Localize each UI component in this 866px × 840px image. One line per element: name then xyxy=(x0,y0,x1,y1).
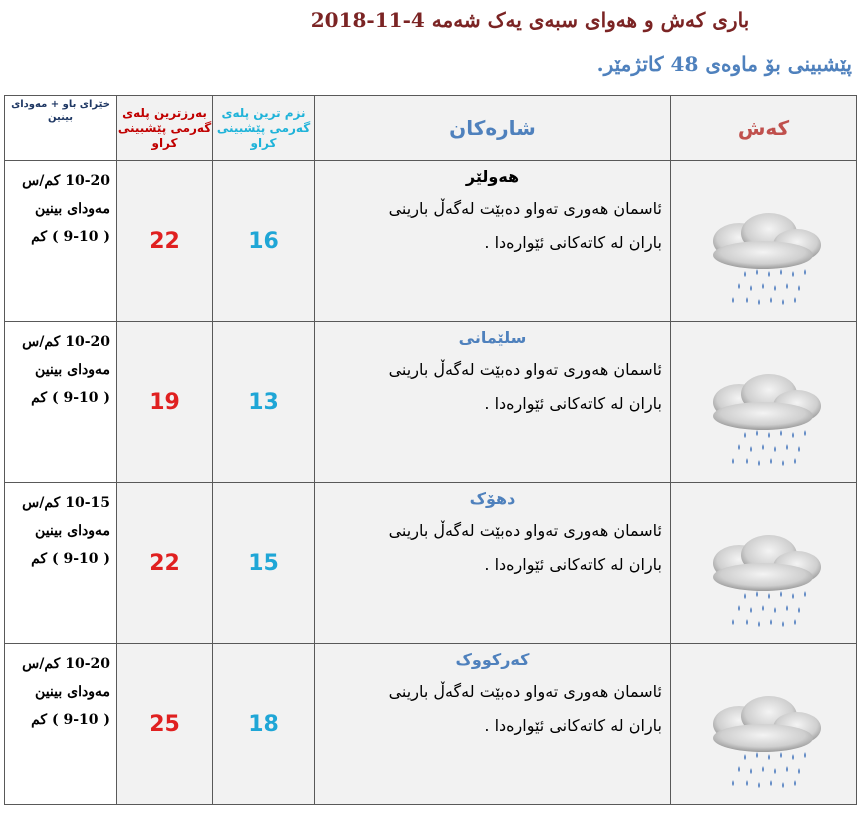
wind-visibility-header: خێرای باو + مەودای بینین xyxy=(5,96,117,161)
max-temp-value: 22 xyxy=(117,161,213,322)
forecast-line-1: ئاسمان هەوری تەواو دەبێت لەگەڵ بارینی xyxy=(388,199,662,218)
wind-speed: 10-20 کم/س xyxy=(22,173,110,189)
weather-header: کەش xyxy=(671,96,857,161)
wind-visibility-cell xyxy=(5,483,117,644)
wind-visibility-cell xyxy=(5,322,117,483)
city-name: سلێمانی xyxy=(458,328,527,347)
weather-icon-cell xyxy=(671,644,857,805)
visibility-range: ( 9-10 ) کم xyxy=(31,390,110,406)
forecast-table xyxy=(4,95,857,805)
rain-cloud-icon xyxy=(699,694,829,794)
rain-cloud-icon xyxy=(699,372,829,472)
visibility-label: مەودای بینین xyxy=(35,362,110,378)
forecast-line-2: باران لە کاتەکانی ئێوارەدا . xyxy=(484,716,662,735)
visibility-label: مەودای بینین xyxy=(35,523,110,539)
city-forecast-cell xyxy=(315,322,671,483)
min-temp-value: 18 xyxy=(213,644,315,805)
table-row xyxy=(5,322,857,483)
forecast-line-2: باران لە کاتەکانی ئێوارەدا . xyxy=(484,394,662,413)
visibility-label: مەودای بینین xyxy=(35,684,110,700)
max-temp-value: 25 xyxy=(117,644,213,805)
wind-visibility-cell xyxy=(5,644,117,805)
wind-speed: 10-15 کم/س xyxy=(22,495,110,511)
visibility-range: ( 9-10 ) کم xyxy=(31,712,110,728)
rain-cloud-icon xyxy=(699,211,829,311)
rain-cloud-icon xyxy=(699,533,829,633)
table-row xyxy=(5,483,857,644)
weather-icon-cell xyxy=(671,161,857,322)
visibility-range: ( 9-10 ) کم xyxy=(31,229,110,245)
max-temp-value: 19 xyxy=(117,322,213,483)
city-forecast-cell xyxy=(315,483,671,644)
forecast-line-1: ئاسمان هەوری تەواو دەبێت لەگەڵ بارینی xyxy=(388,360,662,379)
max-temp-value: 22 xyxy=(117,483,213,644)
min-temp-value: 16 xyxy=(213,161,315,322)
forecast-line-1: ئاسمان هەوری تەواو دەبێت لەگەڵ بارینی xyxy=(388,682,662,701)
weather-icon-cell xyxy=(671,322,857,483)
visibility-label: مەودای بینین xyxy=(35,201,110,217)
city-forecast-cell xyxy=(315,644,671,805)
page-subtitle: پێشبینی بۆ ماوەی 48 کاتژمێر. xyxy=(596,52,852,76)
city-name: دهۆک xyxy=(469,489,516,508)
min-temp-header: نزم ترین پلەی گەرمی پێشبینی کراو xyxy=(213,96,315,161)
min-temp-value: 13 xyxy=(213,322,315,483)
forecast-line-2: باران لە کاتەکانی ئێوارەدا . xyxy=(484,555,662,574)
wind-speed: 10-20 کم/س xyxy=(22,656,110,672)
city-name: کەرکووک xyxy=(455,650,530,669)
forecast-line-1: ئاسمان هەوری تەواو دەبێت لەگەڵ بارینی xyxy=(388,521,662,540)
min-temp-value: 15 xyxy=(213,483,315,644)
table-header-row xyxy=(5,96,857,161)
table-row xyxy=(5,161,857,322)
page-title: باری کەش و هەوای سبەی یەک شەمە 4-11-2018 xyxy=(310,8,750,32)
weather-icon-cell xyxy=(671,483,857,644)
table-row xyxy=(5,644,857,805)
visibility-range: ( 9-10 ) کم xyxy=(31,551,110,567)
cities-header: شارەکان xyxy=(315,96,671,161)
city-forecast-cell xyxy=(315,161,671,322)
wind-visibility-cell xyxy=(5,161,117,322)
max-temp-header: بەرزترین پلەی گەرمی پێشبینی کراو xyxy=(117,96,213,161)
wind-speed: 10-20 کم/س xyxy=(22,334,110,350)
forecast-line-2: باران لە کاتەکانی ئێوارەدا . xyxy=(484,233,662,252)
city-name: هەولێر xyxy=(465,167,520,186)
